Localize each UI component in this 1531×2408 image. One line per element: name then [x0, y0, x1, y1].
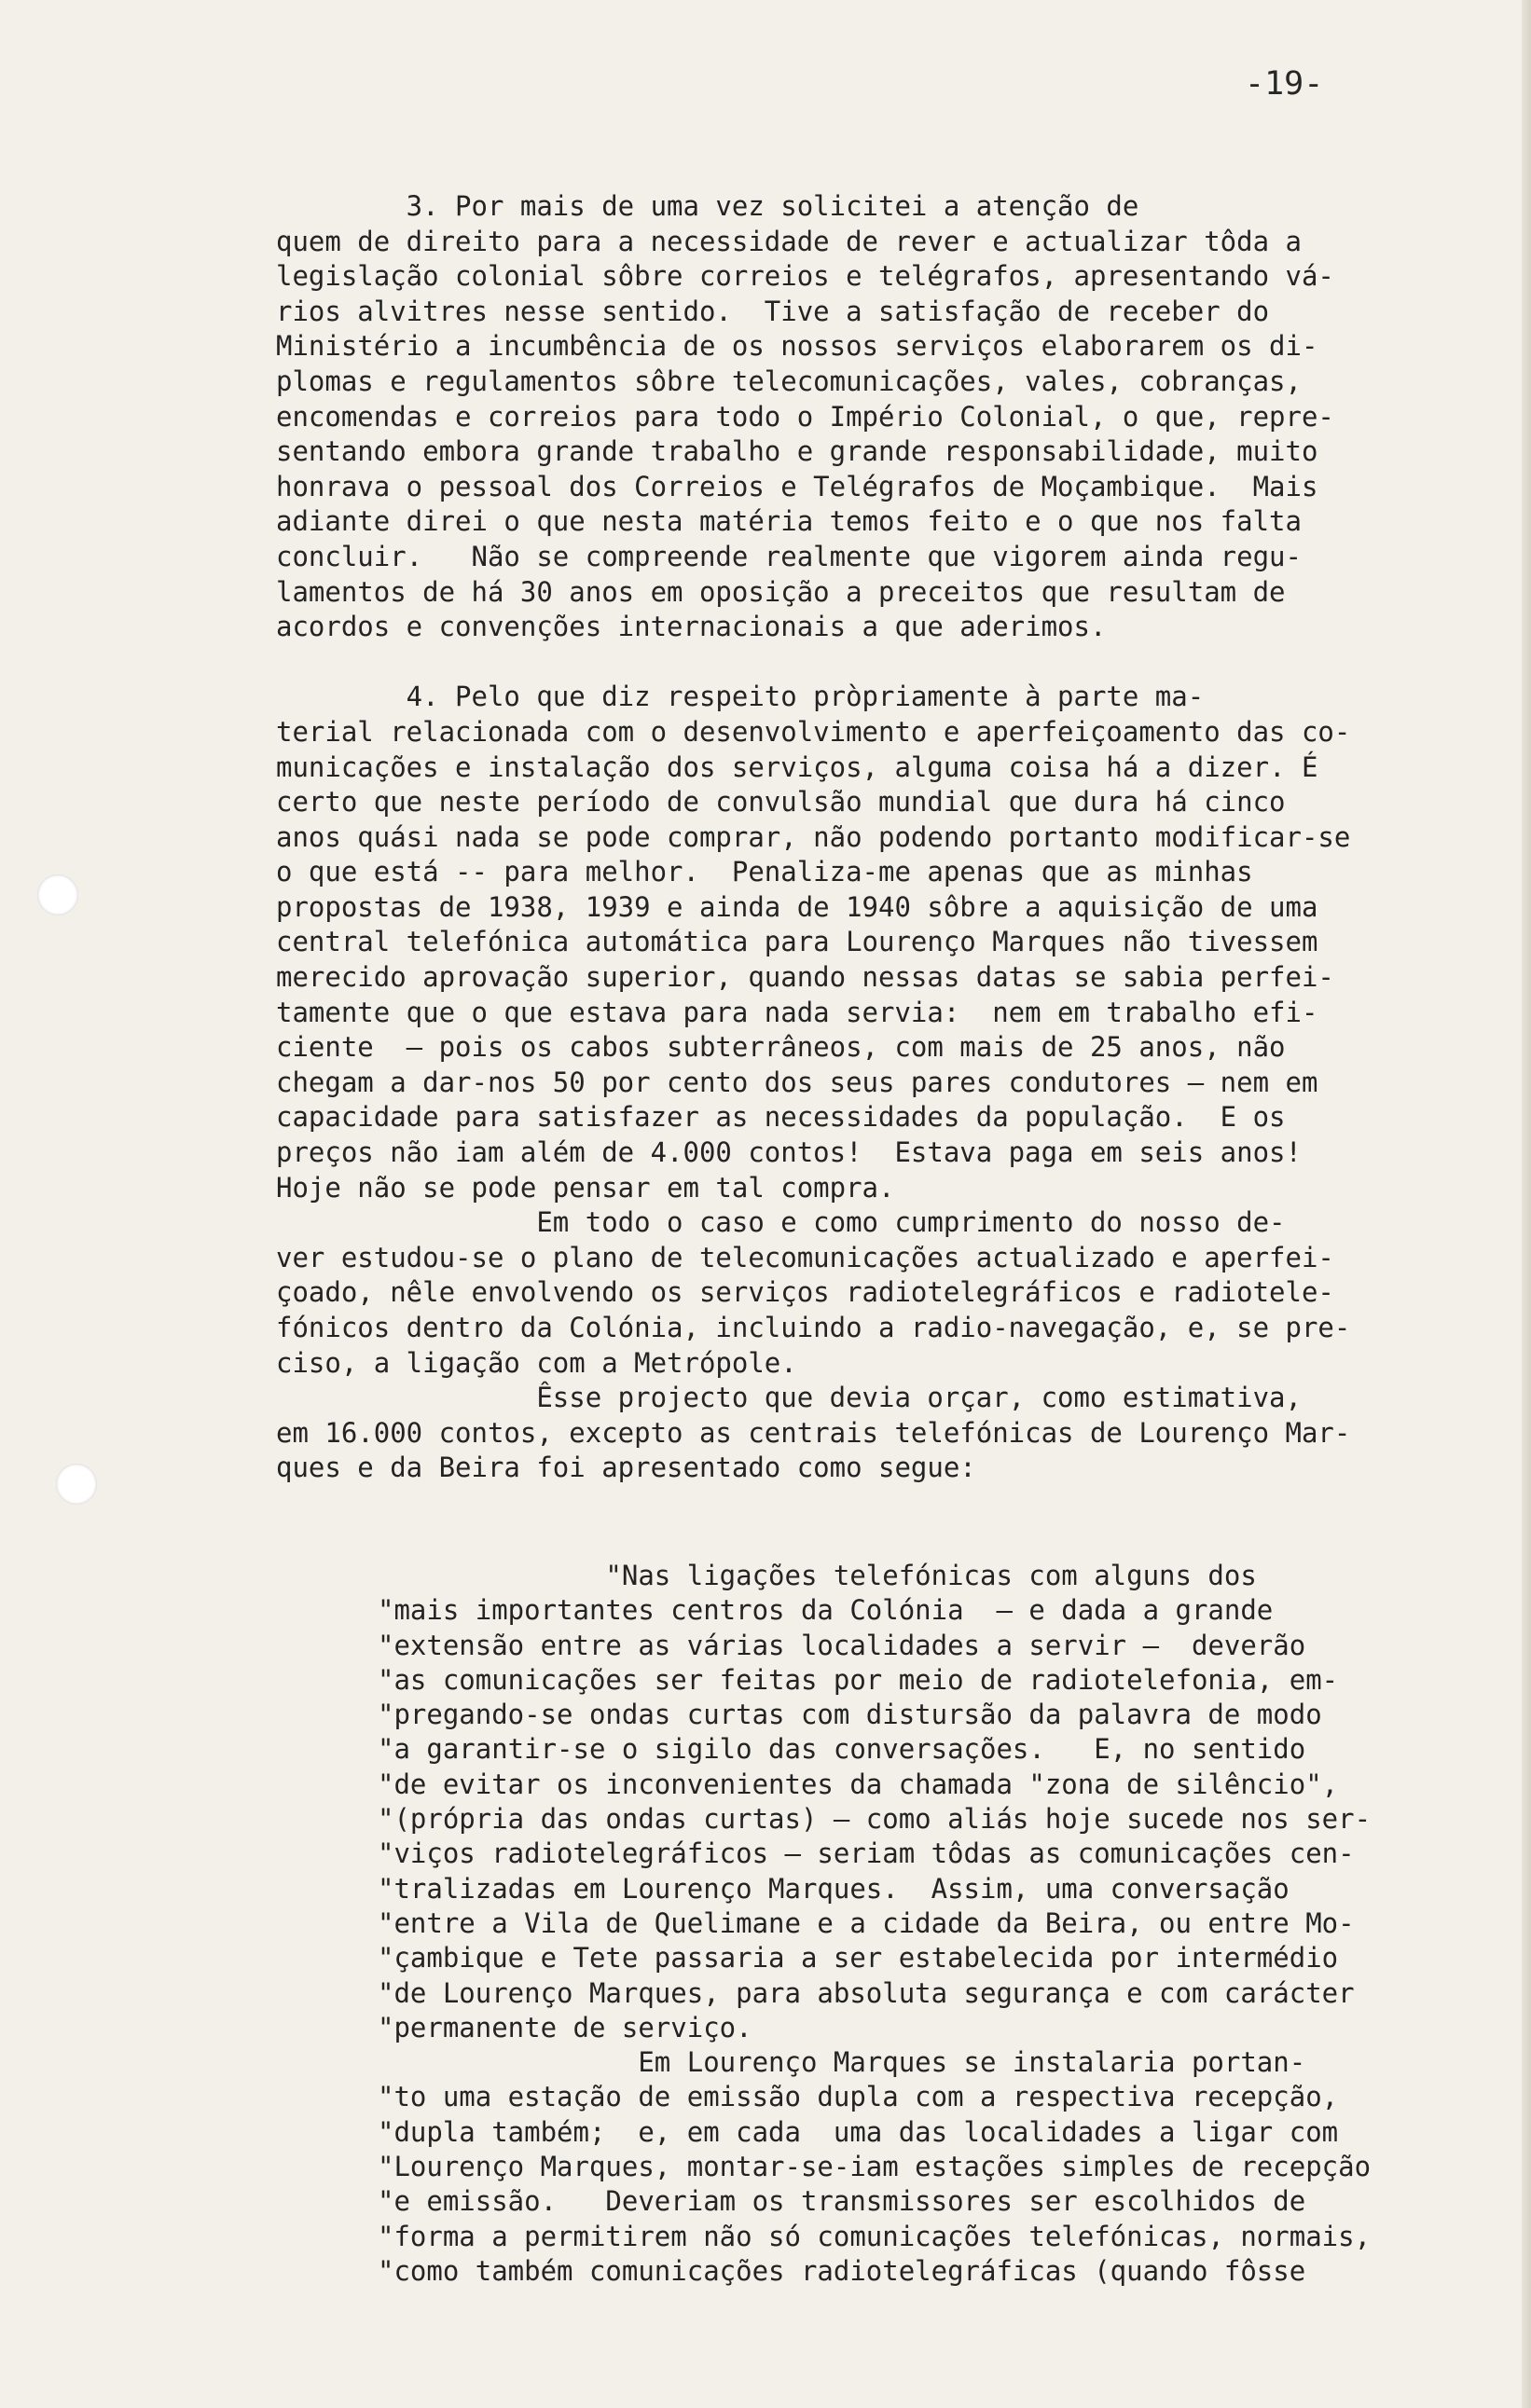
text-line: legislação colonial sôbre correios e telégrafos, apresentando vá-	[276, 260, 1334, 293]
text-line: çoado, nêle envolvendo os serviços radiotelegráficos e radiotele-	[276, 1276, 1334, 1309]
text-line: propostas de 1938, 1939 e ainda de 1940 sôbre a aquisição de uma	[276, 890, 1318, 923]
text-line: anos quási nada se pode comprar, não podendo portanto modificar-se	[276, 820, 1351, 853]
text-line: Em todo o caso e como cumprimento do nosso de-	[276, 1206, 1286, 1239]
main-text-block	[276, 189, 1350, 1486]
text-line: Êsse projecto que devia orçar, como estimativa,	[276, 1382, 1302, 1414]
text-line	[276, 645, 1350, 681]
quote-line: "as comunicações ser feitas por meio de radiotelefonia, em-	[378, 1663, 1339, 1696]
quote-line: "forma a permitirem não só comunicações telefónicas, normais,	[378, 2220, 1372, 2252]
quote-line: "a garantir-se o sigilo das conversações. E, no sentido	[378, 1733, 1306, 1766]
text-line: concluir. Não se compreende realmente que vigorem ainda regu-	[276, 540, 1302, 572]
text-line: acordos e convenções internacionais a que aderimos.	[276, 611, 1107, 643]
text-line: merecido aprovação superior, quando nessas datas se sabia perfei-	[276, 961, 1334, 994]
text-line: honrava o pessoal dos Correios e Telégrafos de Moçambique. Mais	[276, 470, 1318, 502]
text-line: encomendas e correios para todo o Império Colonial, o que, repre-	[276, 400, 1334, 433]
page-number: -19-	[1245, 65, 1324, 103]
quoted-text-block	[378, 1559, 1371, 2289]
text-line: em 16.000 contos, excepto as centrais telefónicas de Lourenço Mar-	[276, 1416, 1351, 1449]
quote-line: "(própria das ondas curtas) — como aliás hoje sucede nos ser-	[378, 1803, 1372, 1836]
quote-line: "dupla também; e, em cada uma das localidades a ligar com	[378, 2115, 1339, 2148]
quote-line: Em Lourenço Marques se instalaria portan-	[378, 2046, 1306, 2079]
text-line: sentando embora grande trabalho e grande responsabilidade, muito	[276, 435, 1318, 468]
quote-line: "to uma estação de emissão dupla com a respectiva recepção,	[378, 2081, 1339, 2113]
text-line: plomas e regulamentos sôbre telecomunicações, vales, cobranças,	[276, 365, 1302, 397]
text-line: municações e instalação dos serviços, alguma coisa há a dizer. É	[276, 750, 1318, 783]
quote-line: "mais importantes centros da Colónia — e dada a grande	[378, 1594, 1274, 1627]
quote-line: "entre a Vila de Quelimane e a cidade da Beira, ou entre Mo-	[378, 1906, 1355, 1939]
punch-hole-lower	[56, 1464, 97, 1505]
text-line: terial relacionada com o desenvolvimento e aperfeiçoamento das co-	[276, 715, 1351, 748]
text-line: Ministério a incumbência de os nossos serviços elaborarem os di-	[276, 330, 1318, 363]
text-line: capacidade para satisfazer as necessidades da população. E os	[276, 1101, 1286, 1134]
text-line: ques e da Beira foi apresentado como segue:	[276, 1452, 976, 1484]
quote-line: "Nas ligações telefónicas com alguns dos	[378, 1560, 1257, 1591]
quote-line: "tralizadas em Lourenço Marques. Assim, uma conversação	[378, 1872, 1290, 1905]
text-line: Hoje não se pode pensar em tal compra.	[276, 1171, 895, 1204]
text-line: quem de direito para a necessidade de rever e actualizar tôda a	[276, 225, 1302, 257]
text-line: adiante direi o que nesta matéria temos feito e o que nos falta	[276, 505, 1302, 538]
quote-line: "de evitar os inconvenientes da chamada "zona de silêncio",	[378, 1768, 1339, 1800]
text-line: ciente — pois os cabos subterrâneos, com mais de 25 anos, não	[276, 1031, 1286, 1064]
quote-line: "e emissão. Deveriam os transmissores ser escolhidos de	[378, 2185, 1306, 2218]
sheet-edge	[1522, 0, 1531, 2408]
quote-line: "pregando-se ondas curtas com distursão da palavra de modo	[378, 1699, 1322, 1731]
text-line: lamentos de há 30 anos em oposição a preceitos que resultam de	[276, 575, 1286, 608]
quote-line: "viços radiotelegráficos — seriam tôdas as comunicações cen-	[378, 1837, 1355, 1870]
text-line: fónicos dentro da Colónia, incluindo a radio-navegação, e, se pre-	[276, 1312, 1351, 1343]
text-line: 4. Pelo que diz respeito pròpriamente à parte ma-	[276, 681, 1205, 713]
text-line: ciso, a ligação com a Metrópole.	[276, 1346, 797, 1379]
text-line: preços não iam além de 4.000 contos! Estava paga em seis anos!	[276, 1136, 1302, 1169]
text-line: 3. Por mais de uma vez solicitei a atenção de	[276, 190, 1139, 222]
text-line: tamente que o que estava para nada servia: nem em trabalho efi-	[276, 996, 1318, 1028]
quote-line: "de Lourenço Marques, para absoluta segurança e com carácter	[378, 1976, 1355, 2009]
quote-line: "permanente de serviço.	[378, 2011, 752, 2043]
quote-line: "çambique e Tete passaria a ser estabelecida por intermédio	[378, 1942, 1339, 1975]
text-line: central telefónica automática para Lourenço Marques não tivessem	[276, 926, 1318, 958]
text-line: chegam a dar-nos 50 por cento dos seus pares condutores — nem em	[276, 1066, 1318, 1098]
punch-hole-upper	[37, 874, 78, 915]
text-line: rios alvitres nesse sentido. Tive a satisfação de receber do	[276, 295, 1270, 327]
quote-line: "Lourenço Marques, montar-se-iam estações simples de recepção	[378, 2151, 1372, 2183]
quote-line: "como também comunicações radiotelegráficas (quando fôsse	[378, 2254, 1306, 2287]
text-line: o que está -- para melhor. Penaliza-me apenas que as minhas	[276, 856, 1253, 888]
text-line: certo que neste período de convulsão mundial que dura há cinco	[276, 786, 1286, 819]
quote-line: "extensão entre as várias localidades a servir — deverão	[378, 1629, 1306, 1661]
text-line: ver estudou-se o plano de telecomunicações actualizado e aperfei-	[276, 1241, 1334, 1273]
